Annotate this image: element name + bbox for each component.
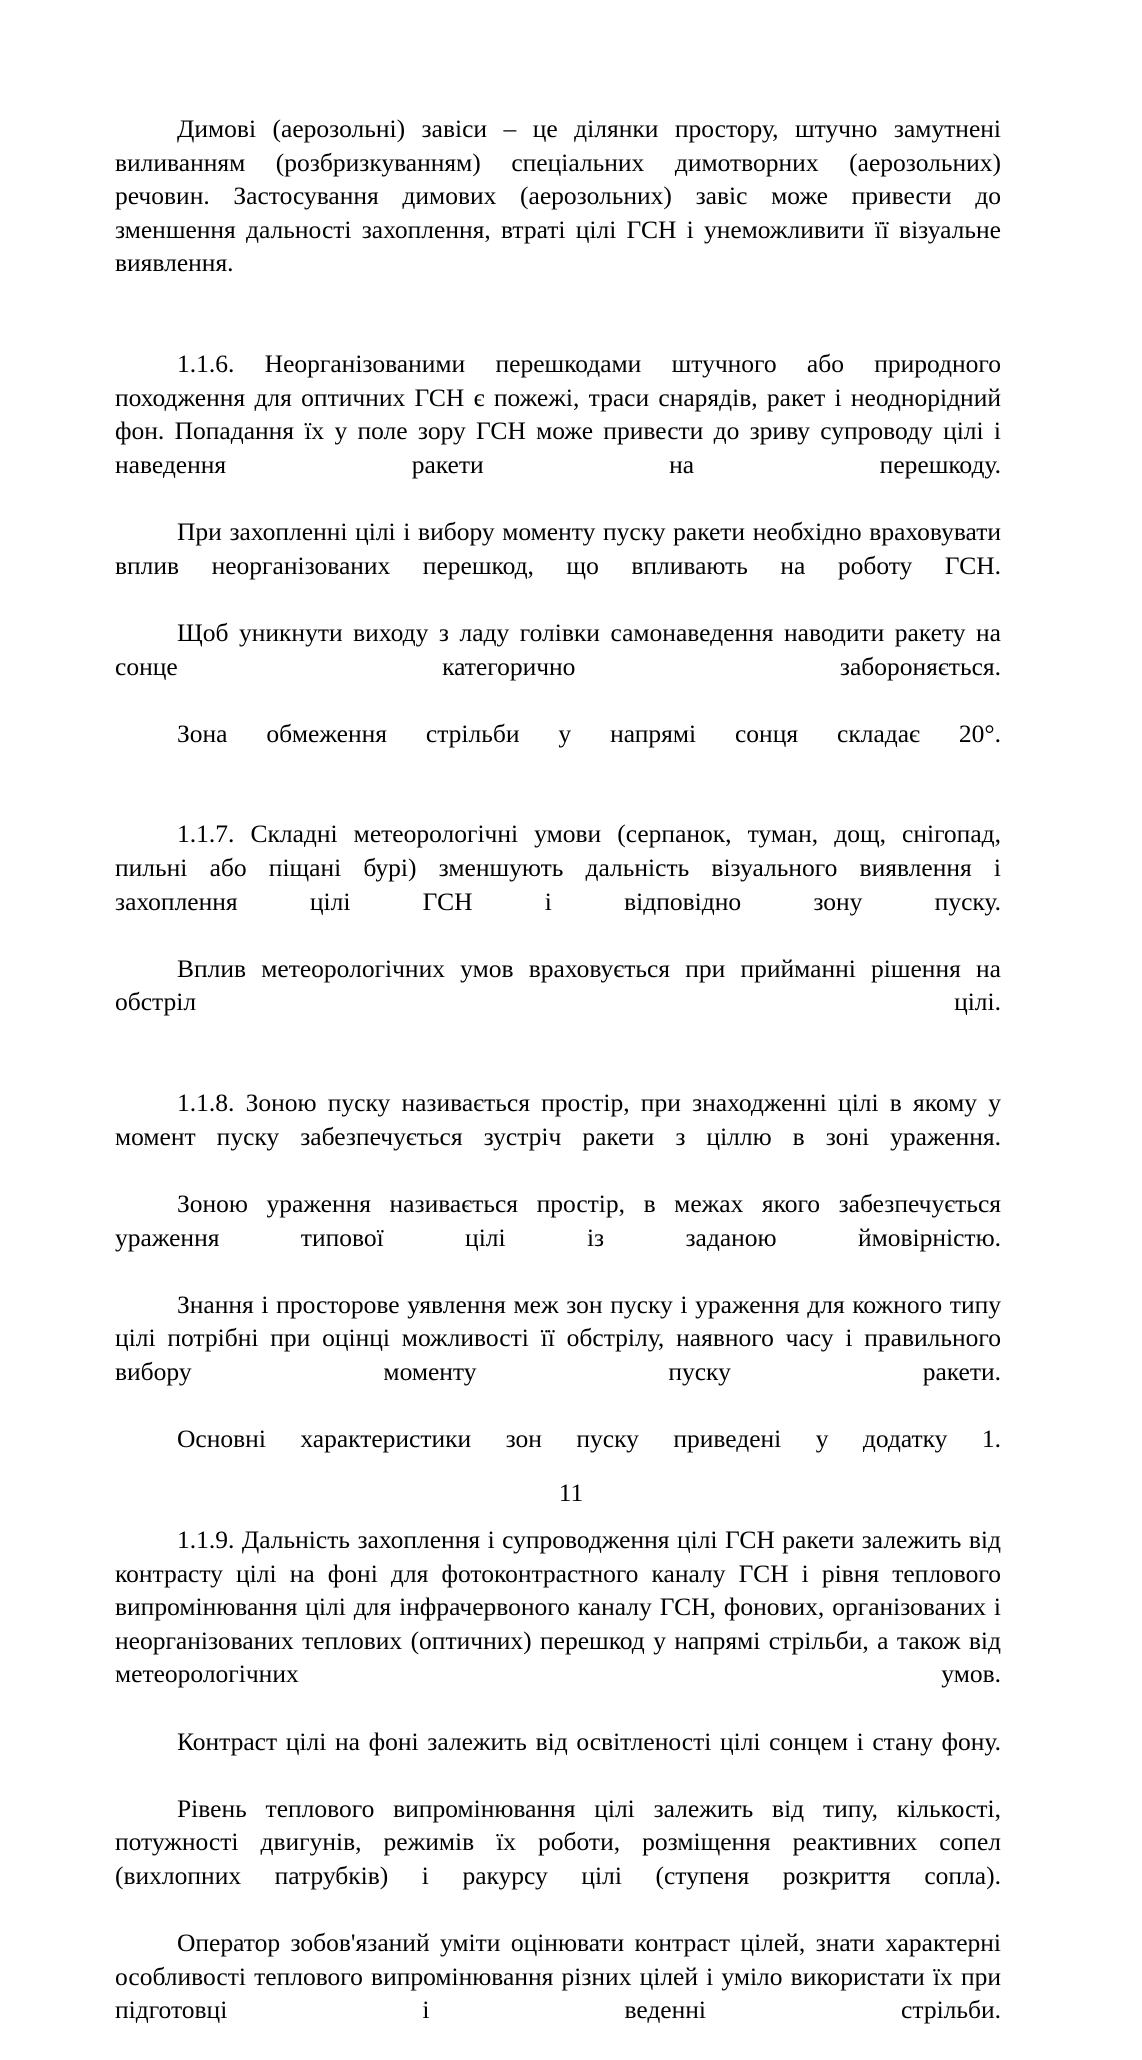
paragraph-clause-1-1-8: 1.1.8. Зоною пуску називається простір, при знаходженні цілі в якому у момент пуску забезпечується зустріч ракети з ціллю в зоні ураження.	[115, 1088, 1001, 1151]
paragraph-smoke-screens: Димові (аерозольні) завіси – це ділянки простору, штучно замутнені виливанням (розбризкуванням) спеціальних димотворних (аерозольних) речовин. Застосування димових (аерозольних) завіс може привести до зменшення дальності захоплення, втраті цілі ГСН і унеможливити її візуальне виявлення.	[115, 114, 1001, 278]
paragraph-capture-moment: При захопленні цілі і вибору моменту пуску ракети необхідно враховувати вплив неорганізованих перешкод, що впливають на роботу ГСН.	[115, 517, 1001, 580]
paragraph-sun-zone: Зона обмеження стрільби у напрямі сонця складає 20°.	[177, 718, 1001, 748]
paragraph-operator-duty: Оператор зобов'язаний уміти оцінювати контраст цілей, знати характерні особливості теплового випромінювання різних цілей і уміло використати їх при підготовці і веденні стрільби.	[115, 1928, 1001, 2025]
paragraph-clause-1-1-7: 1.1.7. Складні метеорологічні умови (серпанок, туман, дощ, снігопад, пильні або піщані бурі) зменшують дальність візуального виявлення і захоплення цілі ГСН і відповідно зону пуску.	[115, 819, 1001, 916]
paragraph-contrast: Контраст цілі на фоні залежить від освітленості цілі сонцем і стану фону.	[177, 1726, 1001, 1756]
paragraph-thermal-level: Рівень теплового випромінювання цілі залежить від типу, кількості, потужності двигунів, режимів їх роботи, розміщення реактивних сопел (вихлопних патрубків) і ракурсу цілі (ступеня розкриття сопла).	[115, 1793, 1001, 1890]
page-number: 11	[558, 1478, 584, 1507]
paragraph-appendix-reference: Основні характеристики зон пуску приведені у додатку 1.	[177, 1424, 1001, 1454]
paragraph-clause-1-1-9: 1.1.9. Дальність захоплення і супроводження цілі ГСН ракети залежить від контрасту цілі на фоні для фотоконтрастного каналу ГСН і рівня теплового випромінювання цілі для інфрачервоного каналу ГСН, фонових, організованих і неорганізованих теплових (оптичних) перешкод у напрямі стрільби, а також від метеорологічних умов.	[115, 1524, 1001, 1689]
paragraph-zone-knowledge: Знання і просторове уявлення меж зон пуску і ураження для кожного типу цілі потрібні при оцінці можливості її обстрілу, наявного часу і правильного вибору моменту пуску ракети.	[115, 1289, 1001, 1386]
paragraph-clause-1-1-6: 1.1.6. Неорганізованими перешкодами штучного або природного походження для оптичних ГСН є пожежі, траси снарядів, ракет і неоднорідний фон. Попадання їх у поле зору ГСН може привести до зриву супроводу цілі і наведення ракети на перешкоду.	[115, 349, 1001, 479]
paragraph-meteo-decision: Вплив метеорологічних умов враховується при прийманні рішення на обстріл цілі.	[115, 953, 1001, 1017]
page-body-text	[115, 112, 1001, 2060]
paragraph-sun-warning: Щоб уникнути виходу з ладу голівки самонаведення наводити ракету на сонце категорично забороняється.	[115, 617, 1001, 681]
paragraph-kill-zone: Зоною ураження називається простір, в межах якого забезпечується ураження типової цілі із заданою ймовірністю.	[115, 1189, 1001, 1252]
